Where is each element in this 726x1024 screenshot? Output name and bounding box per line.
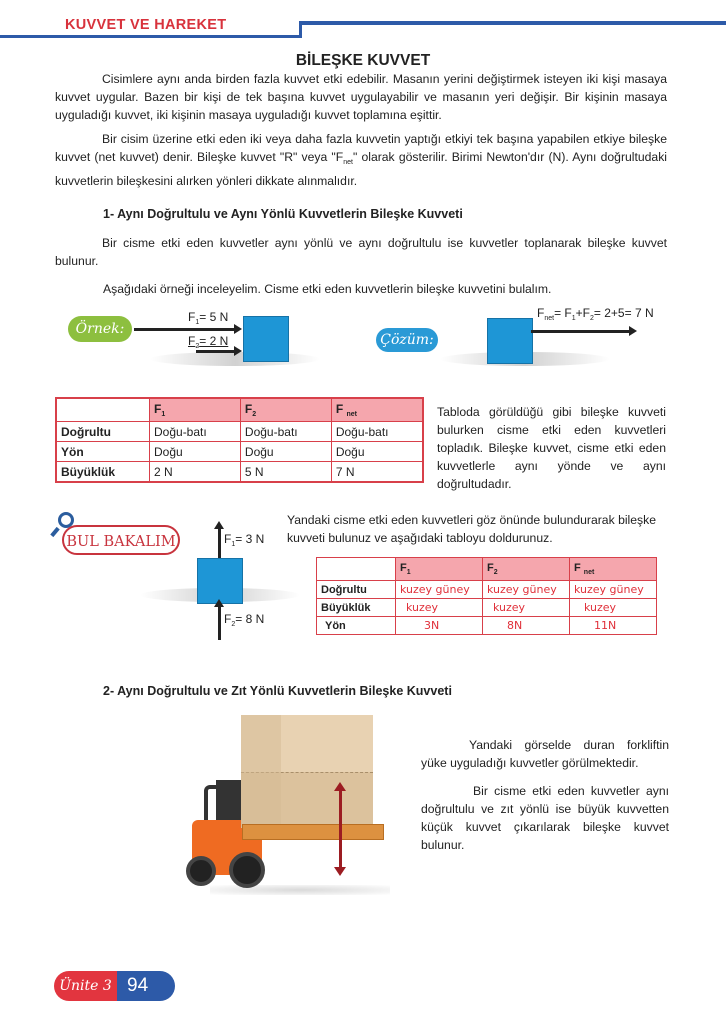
magnifier-handle bbox=[50, 527, 59, 537]
example-cube bbox=[243, 316, 289, 362]
exercise-cube bbox=[197, 558, 243, 604]
section-2-heading: 2- Aynı Doğrultulu ve Zıt Yönlü Kuvvetlerin Bileşke Kuvveti bbox=[103, 684, 452, 698]
page-title: BİLEŞKE KUVVET bbox=[295, 52, 431, 69]
table-row bbox=[56, 422, 423, 442]
header-rule-left bbox=[0, 35, 222, 38]
table-row bbox=[317, 599, 657, 617]
forklift-wheel bbox=[186, 856, 216, 886]
example-badge: Örnek: bbox=[68, 316, 132, 342]
pallet bbox=[242, 824, 384, 840]
table-header-cell bbox=[56, 398, 150, 422]
handwritten-answer[interactable]: kuzey bbox=[483, 599, 570, 617]
table-header-cell: $F_1$ bbox=[396, 558, 483, 581]
handwritten-answer[interactable]: 8N bbox=[483, 617, 570, 635]
table-cell: Doğu-batı bbox=[240, 422, 331, 442]
table-header-cell bbox=[317, 558, 396, 581]
table-header-cell: F $_{net}$ bbox=[570, 558, 657, 581]
row-label: Büyüklük bbox=[317, 599, 396, 617]
solution-badge: Çözüm: bbox=[376, 328, 438, 352]
unit-label: Ünite 3 bbox=[54, 971, 117, 1001]
row-label: Yön bbox=[56, 442, 150, 462]
handwritten-answer[interactable]: 11N bbox=[570, 617, 657, 635]
table-cell: 2 N bbox=[150, 462, 241, 483]
section-1-paragraph-2: Aşağıdaki örneği inceleyelim. Cisme etki eden kuvvetlerin bileşke kuvvetini bulalım. bbox=[103, 282, 552, 296]
example-force-table bbox=[55, 397, 424, 483]
net-force-equation: $F_{net}= F_1+F_2= 2+5= 7$ N bbox=[537, 306, 654, 322]
intro-paragraph-1: Cisimlere aynı anda birden fazla kuvvet etki edebilir. Masanın yerini değiştirmek isteyen iki kişi masaya kuvvet uygular. Bazen bir kişi de tek başına kuvvet uygulayabilir ve masanın yeri değişir. Bir kişinin masaya uyguladığı kuvvet, iki kişinin masaya uyguladığı kuvvet toplamına eşittir. bbox=[55, 72, 667, 122]
table-row bbox=[317, 581, 657, 599]
table-cell: Doğu bbox=[240, 442, 331, 462]
exercise-badge: BUL BAKALIM bbox=[62, 525, 180, 555]
exercise-f2-label: $F_2= 8$ N bbox=[224, 612, 265, 628]
chapter-title: KUVVET VE HAREKET bbox=[65, 17, 227, 33]
handwritten-answer[interactable]: kuzey güney bbox=[396, 581, 483, 599]
handwritten-answer[interactable]: kuzey güney bbox=[570, 581, 657, 599]
force-f2-up-arrow bbox=[218, 606, 221, 640]
table-header-cell: $F_2$ bbox=[240, 398, 331, 422]
table-row bbox=[56, 462, 423, 483]
table-cell: Doğu bbox=[331, 442, 423, 462]
handwritten-answer[interactable]: kuzey güney bbox=[483, 581, 570, 599]
exercise-f1-label: $F_1= 3$ N bbox=[224, 532, 265, 548]
intro-paragraph-2: Bir cisim üzerine etki eden iki veya daha fazla kuvvetin yaptığı etkiyi tek başına yapabilen etkiye bileşke kuvvet (net kuvvet) denir. Bileşke kuvvet "R" veya "$F_{net}$" olarak gösterilir. Birimi Newton'dır (N). Aynı doğrultudaki kuvvetlerin bileşkesini alırken yönleri dikkate alınmalıdır. bbox=[55, 132, 668, 188]
force-f1-up-arrow bbox=[218, 528, 221, 558]
table-cell: 7 N bbox=[331, 462, 423, 483]
solution-cube bbox=[487, 318, 533, 364]
table-note: Tabloda görüldüğü gibi bileşke kuvveti bulurken cisme etki eden kuvvetleri topladık. Bileşke kuvvet, cisme etki eden kuvvetlerle aynı yönde ve aynı doğrultudadır. bbox=[437, 405, 666, 491]
section-2-paragraph-1: Yandaki görselde duran forkliftin yüke uyguladığı kuvvetler görülmektedir. bbox=[421, 738, 669, 770]
force-f1-label: $F_1= 5$ N bbox=[188, 310, 229, 326]
table-cell: 5 N bbox=[240, 462, 331, 483]
handwritten-answer[interactable]: 3N bbox=[396, 617, 483, 635]
force-f2-arrow bbox=[196, 350, 236, 353]
row-label: Büyüklük bbox=[56, 462, 150, 483]
header-rule-mid bbox=[222, 35, 302, 38]
table-header-cell: $F_1$ bbox=[150, 398, 241, 422]
section-1-paragraph-1: Bir cisme etki eden kuvvetler aynı yönlü ve aynı doğrultulu ise kuvvetler toplanarak bileşke kuvvet bulunur. bbox=[55, 236, 667, 268]
table-cell: Doğu-batı bbox=[150, 422, 241, 442]
table-header-cell: $F_2$ bbox=[483, 558, 570, 581]
row-label: Doğrultu bbox=[56, 422, 150, 442]
table-cell: Doğu-batı bbox=[331, 422, 423, 442]
table-header-row bbox=[56, 398, 423, 422]
table-header-cell: F $_{net}$ bbox=[331, 398, 423, 422]
table-row bbox=[56, 442, 423, 462]
header-rule-right bbox=[300, 21, 726, 25]
table-cell: Doğu bbox=[150, 442, 241, 462]
force-f1-arrow bbox=[134, 328, 236, 331]
section-2-paragraph-2: Bir cisme etki eden kuvvetler aynı doğrultulu ve zıt yönlü ise büyük kuvvetten küçük kuvvet çıkarılarak bileşke kuvvet bulunur. bbox=[421, 784, 669, 852]
row-label: Doğrultu bbox=[317, 581, 396, 599]
page-number: 94 bbox=[117, 971, 175, 1001]
force-f2-label: $F_2= 2$ N bbox=[188, 334, 229, 350]
table-row bbox=[317, 617, 657, 635]
row-label: Yön bbox=[317, 617, 396, 635]
exercise-instruction: Yandaki cisme etki eden kuvvetleri göz önünde bulundurarak bileşke kuvveti bulunuz ve aşağıdaki tabloyu doldurunuz. bbox=[287, 513, 657, 545]
cargo-box-side bbox=[241, 715, 281, 827]
net-force-arrow bbox=[531, 330, 631, 333]
section-1-heading: 1- Aynı Doğrultulu ve Aynı Yönlü Kuvvetlerin Bileşke Kuvveti bbox=[103, 207, 463, 221]
forklift-wheel bbox=[229, 852, 265, 888]
table-header-row bbox=[317, 558, 657, 581]
double-force-arrow bbox=[339, 790, 342, 868]
handwritten-answer[interactable]: kuzey bbox=[570, 599, 657, 617]
handwritten-answer[interactable]: kuzey bbox=[396, 599, 483, 617]
exercise-force-table bbox=[316, 557, 657, 635]
